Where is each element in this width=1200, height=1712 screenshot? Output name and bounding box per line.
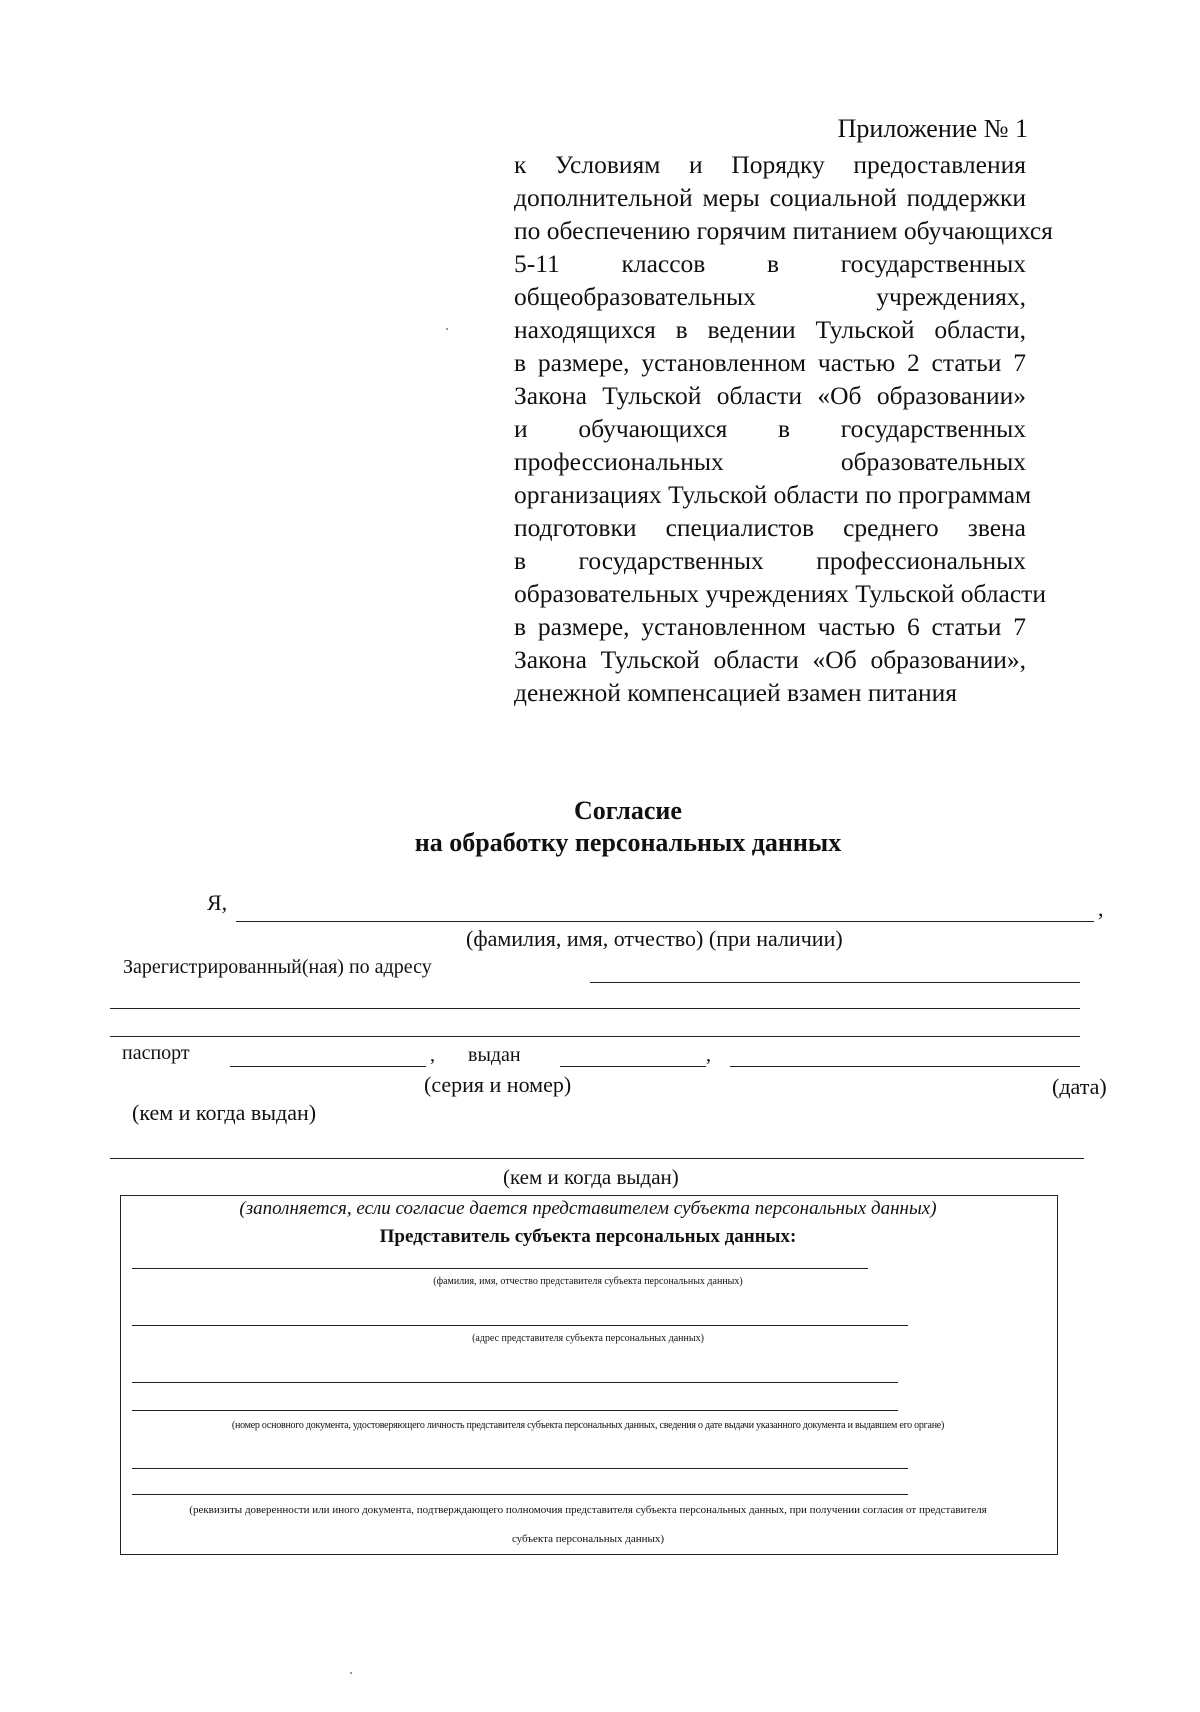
representative-heading: Представитель субъекта персональных данных: — [379, 1226, 797, 1247]
rep-document-line-2[interactable] — [132, 1410, 898, 1411]
representative-box — [120, 1195, 1058, 1555]
rep-document-caption: (номер основного документа, удостоверяющего личность представителя субъекта персональных данных, сведения о дате выдачи указанного документа и выдавшем его органе) — [231, 1420, 945, 1431]
address-field-line-1[interactable] — [590, 982, 1080, 983]
appendix-line: дополнительной меры социальной поддержки — [514, 183, 1026, 212]
appendix-line: Закона Тульской области «Об образовании», — [514, 645, 1026, 674]
issue-comma: , — [706, 1044, 711, 1066]
rep-address-line[interactable] — [132, 1325, 908, 1326]
series-caption: (серия и номер) — [424, 1072, 572, 1097]
appendix-line: подготовки специалистов среднего звена — [514, 513, 1026, 542]
appendix-line: 5-11 классов в государственных — [514, 249, 1026, 278]
scan-speck — [446, 328, 448, 330]
passport-number-line[interactable] — [230, 1066, 426, 1067]
address-field-line-3[interactable] — [110, 1036, 1080, 1037]
fio-comma: , — [1098, 896, 1104, 921]
appendix-line: в государственных профессиональных — [514, 546, 1026, 575]
appendix-line: к Условиям и Порядку предоставления — [514, 150, 1026, 179]
date-caption: (дата) — [1052, 1074, 1107, 1099]
rep-fio-caption: (фамилия, имя, отчество представителя субъекта персональных данных) — [433, 1276, 743, 1287]
scan-speck — [350, 1672, 352, 1674]
appendix-line: в размере, установленном частью 6 статьи 7 — [514, 612, 1026, 641]
appendix-title: Приложение № 1 — [837, 114, 1028, 143]
rep-authority-caption-2: субъекта персональных данных) — [511, 1533, 665, 1545]
rep-document-line-1[interactable] — [132, 1382, 898, 1383]
appendix-line: образовательных учреждениях Тульской области — [514, 579, 1046, 608]
issued-by-line-2[interactable] — [110, 1158, 1084, 1159]
rep-authority-caption-1: (реквизиты доверенности или иного документа, подтверждающего полномочия представителя субъекта персональных данных, при получении согласия от представителя — [189, 1504, 987, 1516]
appendix-line: и обучающихся в государственных — [514, 414, 1026, 443]
appendix-line: организациях Тульской области по программам — [514, 480, 1032, 509]
issue-date-line[interactable] — [560, 1066, 706, 1067]
issued-label: выдан — [468, 1044, 521, 1066]
rep-authority-line-2[interactable] — [132, 1494, 908, 1495]
fio-field-line[interactable] — [236, 921, 1094, 922]
appendix-line: общеобразовательных учреждениях, — [514, 282, 1026, 311]
appendix-line: денежной компенсацией взамен питания — [514, 678, 957, 707]
rep-authority-line-1[interactable] — [132, 1468, 908, 1469]
rep-address-caption: (адрес представителя субъекта персональных данных) — [472, 1333, 704, 1344]
passport-label: паспорт — [122, 1042, 190, 1064]
rep-fio-line[interactable] — [132, 1268, 868, 1269]
issued-by-caption: (кем и когда выдан) — [132, 1100, 317, 1125]
registered-label: Зарегистрированный(ная) по адресу — [123, 956, 432, 978]
appendix-line: Закона Тульской области «Об образовании» — [514, 381, 1026, 410]
representative-note: (заполняется, если согласие дается представителем субъекта персональных данных) — [239, 1198, 937, 1219]
appendix-line: по обеспечению горячим питанием обучающихся — [514, 216, 1053, 245]
consent-subtitle: на обработку персональных данных — [414, 828, 842, 857]
issued-by-caption-2: (кем и когда выдан) — [503, 1165, 679, 1189]
passport-comma: , — [430, 1044, 435, 1066]
appendix-line: находящихся в ведении Тульской области, — [514, 315, 1026, 344]
fio-caption: (фамилия, имя, отчество) (при наличии) — [466, 926, 843, 951]
issued-by-line[interactable] — [730, 1066, 1080, 1067]
appendix-line: профессиональных образовательных — [514, 447, 1026, 476]
appendix-line: в размере, установленном частью 2 статьи 7 — [514, 348, 1026, 377]
consent-title: Согласие — [574, 796, 682, 825]
ya-label: Я, — [207, 890, 228, 915]
address-field-line-2[interactable] — [110, 1008, 1080, 1009]
